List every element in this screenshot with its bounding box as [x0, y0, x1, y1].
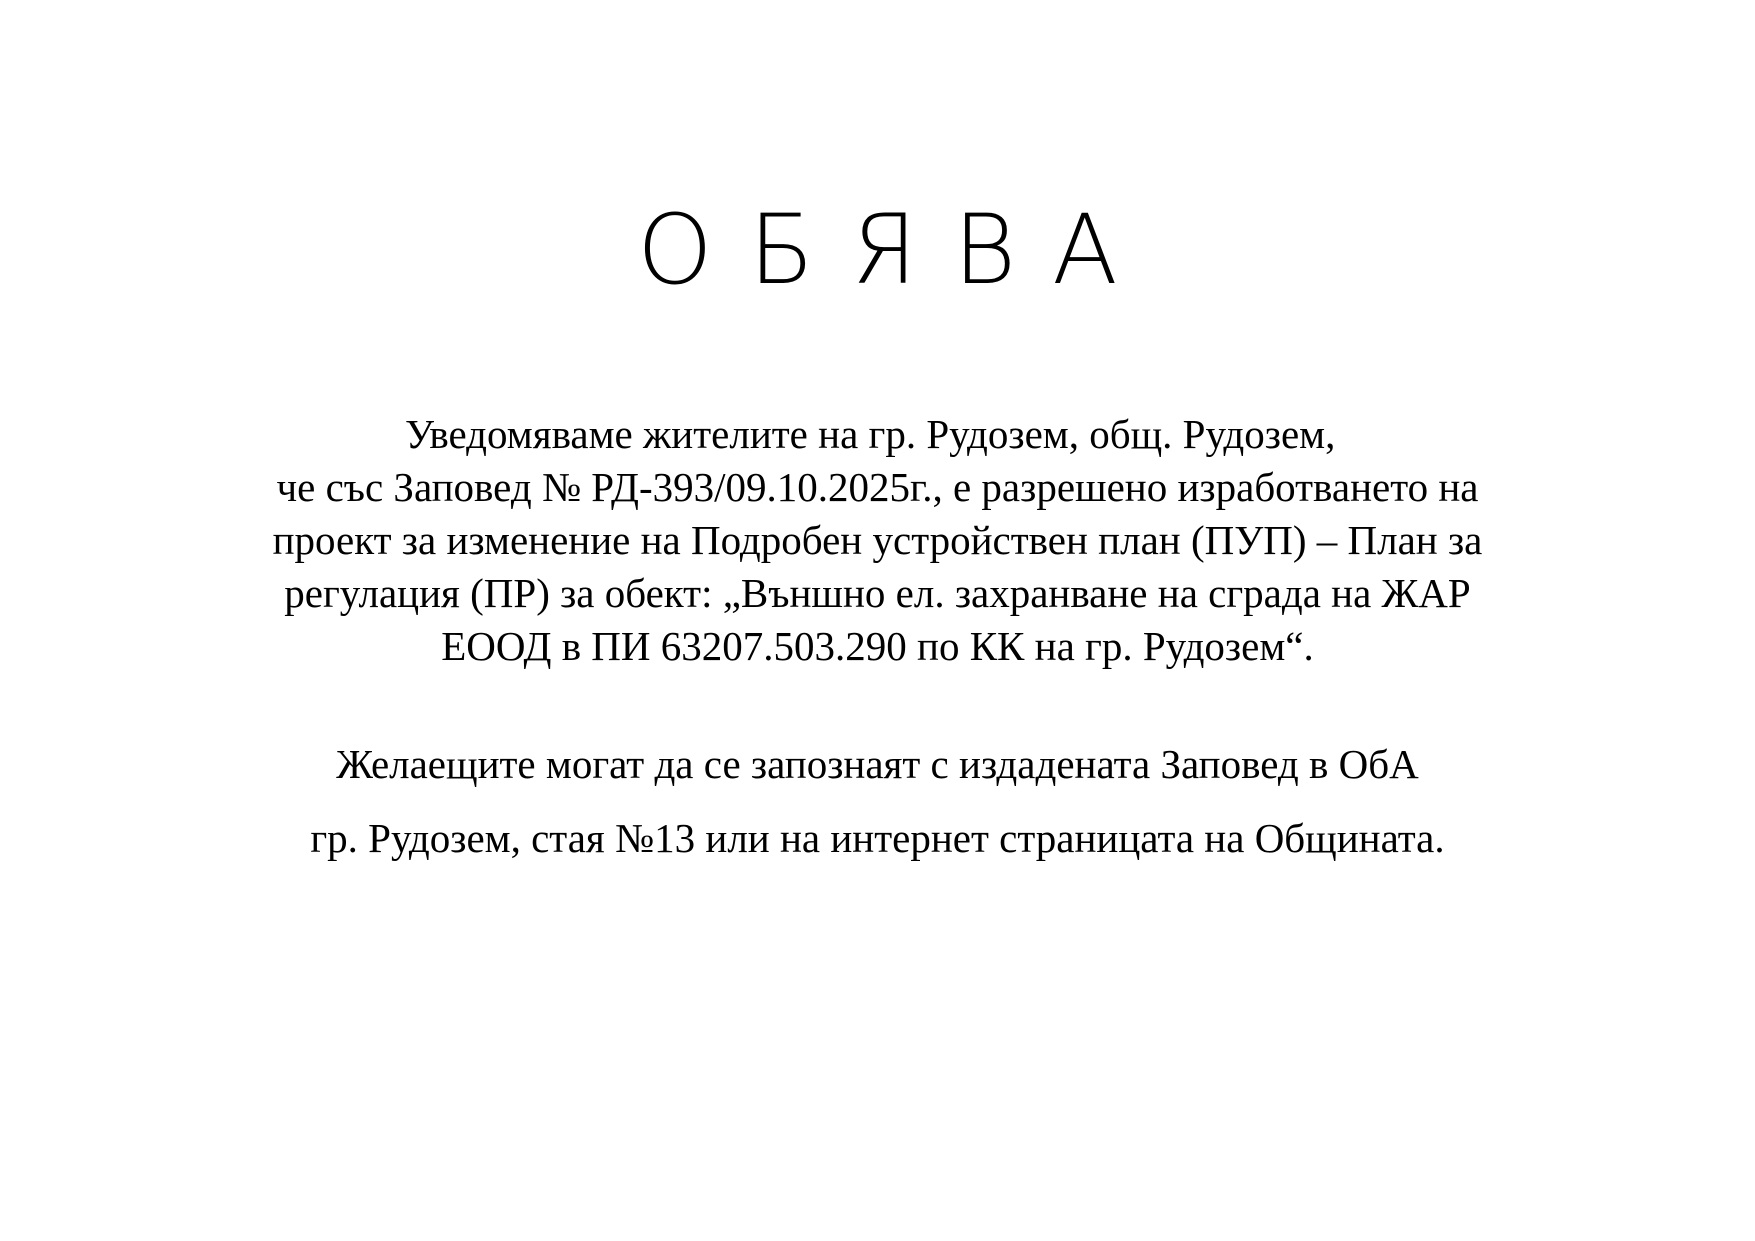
paragraph-line: че със Заповед № РД-393/09.10.2025г., е разрешено изработването на	[276, 464, 1479, 510]
paragraph-line: ЕООД в ПИ 63207.503.290 по КК на гр. Рудозем“.	[441, 623, 1314, 669]
paragraph-line: Желаещите могат да се запознаят с издадената Заповед в ОбА	[336, 741, 1419, 787]
paragraph-line: гр. Рудозем, стая №13 или на интернет страницата на Общината.	[310, 815, 1445, 861]
title-letter: А	[1052, 194, 1118, 306]
notice-paragraph-info	[0, 727, 1755, 875]
title-letter: О	[637, 194, 713, 306]
notice-paragraph-order	[0, 408, 1755, 673]
paragraph-line: регулация (ПР) за обект: „Външно ел. захранване на сграда на ЖАР	[284, 570, 1471, 616]
title-letter: В	[953, 194, 1017, 306]
title-letter: Я	[850, 194, 918, 306]
title-letter: Б	[748, 194, 815, 306]
paragraph-line: Уведомяваме жителите на гр. Рудозем, общ. Рудозем,	[405, 411, 1336, 457]
notice-title	[0, 190, 1755, 310]
paragraph-line: проект за изменение на Подробен устройствен план (ПУП) – План за	[272, 517, 1483, 563]
